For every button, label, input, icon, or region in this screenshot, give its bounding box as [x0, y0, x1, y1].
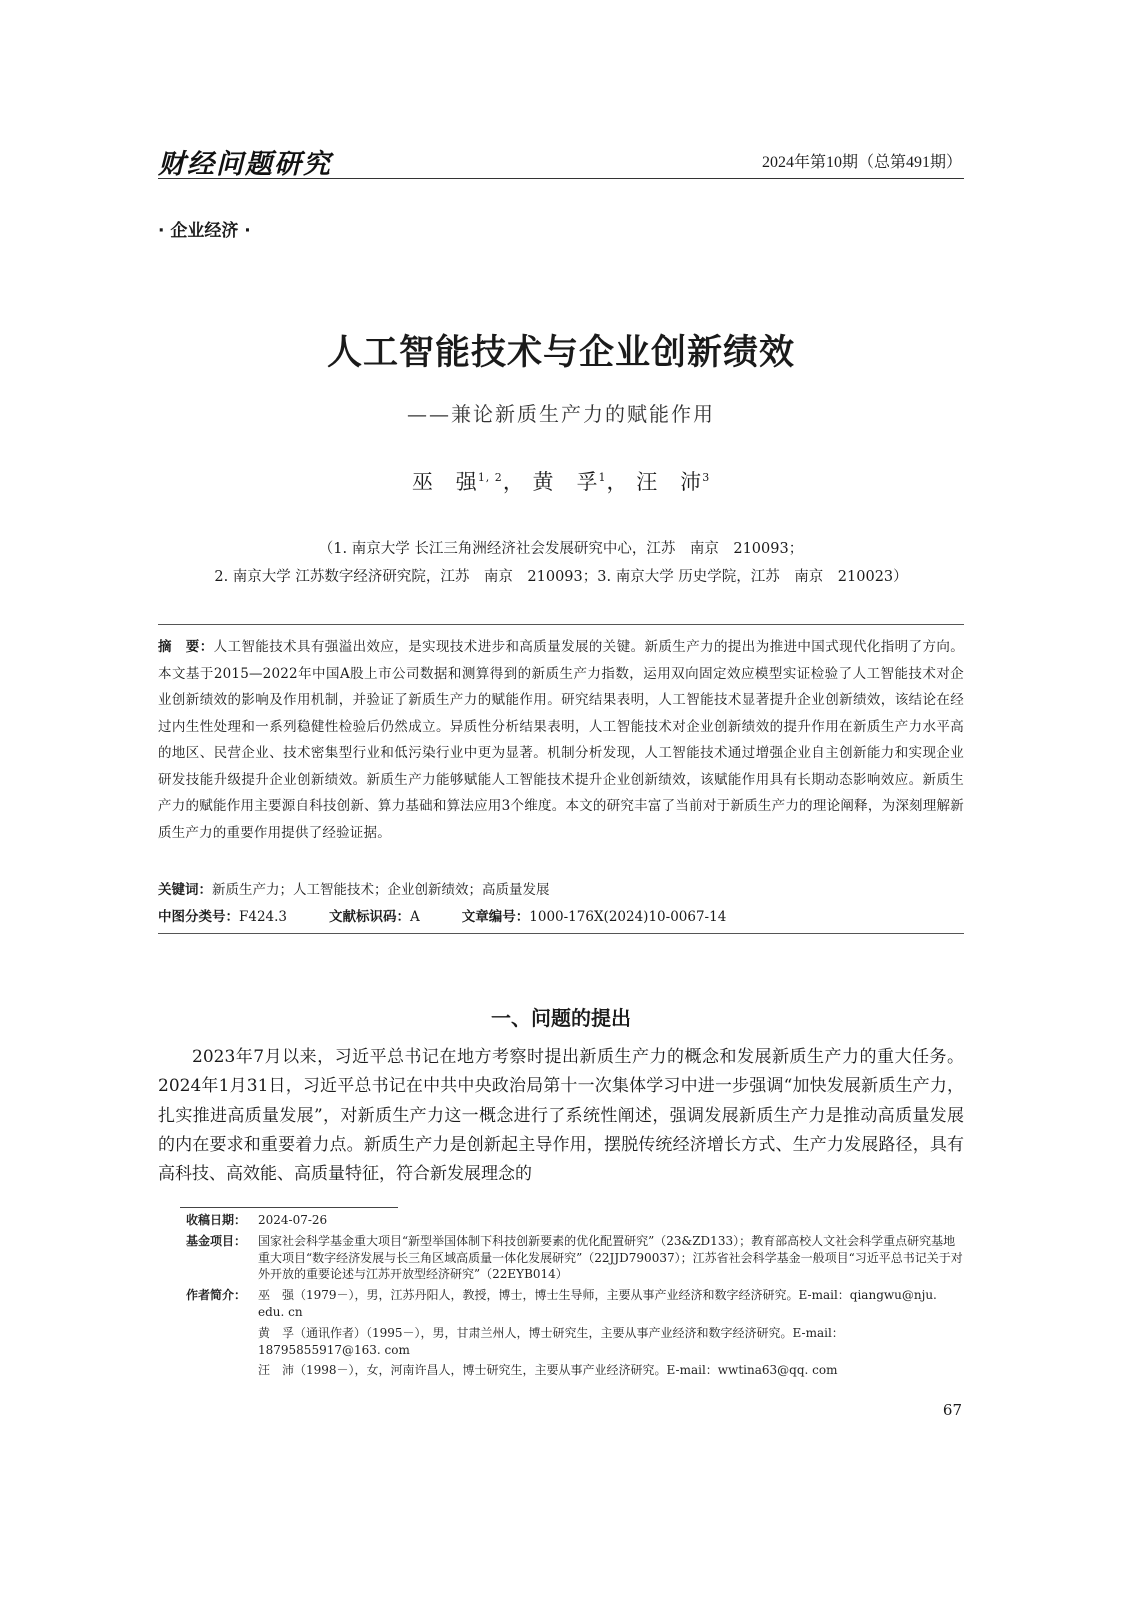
abstract-top-rule [158, 624, 964, 625]
column-tag: · 企业经济 · [158, 221, 251, 241]
fund-text: 国家社会科学基金重大项目“新型举国体制下科技创新要素的优化配置研究”（23&ZD133）；教育部高校人文社会科学重点研究基地重大项目“数字经济发展与长三角区域高质量一体化发展研究”（22JJD790037）；江苏省社会科学基金一般项目“习近平总书记关于对外开放的重要论述与江苏开放型经济研究”（22EYB014） [258, 1233, 963, 1282]
author-name: 巫 强 [411, 470, 478, 494]
author-bio: 巫 强（1979－），男，江苏丹阳人，教授，博士，博士生导师，主要从事产业经济和数字经济研究。E-mail：qiangwu@nju. edu. cn [258, 1288, 937, 1319]
page-number: 67 [942, 1401, 962, 1419]
footnotes [186, 1212, 964, 1383]
header-rule [158, 178, 964, 179]
fund-row [186, 1233, 964, 1287]
affiliation-line: 2. 南京大学 江苏数字经济研究院，江苏 南京 210093；3. 南京大学 历史学院，江苏 南京 210023） [214, 569, 908, 585]
doc-code-label: 文献标识码： [329, 909, 411, 925]
author-affil-mark: 3 [702, 471, 711, 484]
paper-title: 人工智能技术与企业创新绩效 [326, 333, 795, 373]
author-affil-mark: 1, 2 [477, 471, 503, 484]
author-name: 汪 沛 [636, 470, 703, 494]
author-bio-row [186, 1287, 964, 1383]
keywords [158, 878, 964, 898]
clc-value: F424.3 [239, 909, 288, 925]
author-bio: 汪 沛（1998－），女，河南许昌人，博士研究生，主要从事产业经济研究。E-mail：wwtina63@qq. com [258, 1363, 838, 1378]
journal-logo: 财经问题研究 [158, 149, 332, 180]
abstract-text: 人工智能技术具有强溢出效应，是实现技术进步和高质量发展的关键。新质生产力的提出为推进中国式现代化指明了方向。本文基于2015—2022年中国A股上市公司数据和测算得到的新质生产力指数，运用双向固定效应模型实证检验了人工智能技术对企业创新绩效的影响及作用机制，并验证了新质生产力的赋能作用。研究结果表明，人工智能技术显著提升企业创新绩效，该结论在经过内生性处理和一系列稳健性检验后仍然成立。异质性分析结果表明，人工智能技术对企业创新绩效的提升作用在新质生产力水平高的地区、民营企业、技术密集型行业和低污染行业中更为显著。机制分析发现，人工智能技术通过增强企业自主创新能力和实现企业研发技能升级提升企业创新绩效。新质生产力能够赋能人工智能技术提升企业创新绩效，该赋能作用具有长期动态影响效应。新质生产力的赋能作用主要源自科技创新、算力基础和算法应用3个维度。本文的研究丰富了当前对于新质生产力的理论阐释，为深刻理解新质生产力的重要作用提供了经验证据。 [158, 639, 964, 841]
doc-code-value: A [410, 909, 420, 925]
issue-info: 2024年第10期（总第491期） [761, 154, 962, 171]
abstract-bottom-rule [158, 933, 964, 934]
author-separator: ， [502, 470, 525, 494]
body-paragraph: 2023年7月以来，习近平总书记在地方考察时提出新质生产力的概念和发展新质生产力的重大任务。2024年1月31日，习近平总书记在中共中央政治局第十一次集体学习中进一步强调“加快发展新质生产力，扎实推进高质量发展”，对新质生产力这一概念进行了系统性阐述，强调发展新质生产力是推动高质量发展的内在要求和重要着力点。新质生产力是创新起主导作用，摆脱传统经济增长方式、生产力发展路径，具有高科技、高效能、高质量特征，符合新发展理念的 [158, 1047, 964, 1185]
footnote-rule [180, 1207, 398, 1208]
paper-subtitle: ——兼论新质生产力的赋能作用 [407, 402, 715, 426]
author-affil-mark: 1 [598, 471, 607, 484]
article-number-value: 1000-176X(2024)10-0067-14 [529, 909, 727, 925]
author-bio: 黄 孚（通讯作者）（1995－），男，甘肃兰州人，博士研究生，主要从事产业经济和数字经济研究。E-mail：18795855917@163. com [258, 1325, 844, 1357]
body-text [158, 1043, 964, 1189]
affiliation-line: （1. 南京大学 长江三角洲经济社会发展研究中心，江苏 南京 210093； [318, 541, 804, 557]
received-date-row [186, 1212, 964, 1233]
author-separator: ， [606, 470, 629, 494]
clc-label: 中图分类号： [158, 909, 239, 925]
abstract-label: 摘 要： [158, 639, 214, 655]
received-date: 2024-07-26 [258, 1213, 328, 1227]
classification-row [158, 905, 964, 925]
author-name: 黄 孚 [532, 470, 599, 494]
author-list [158, 466, 964, 496]
fund-label: 基金项目： [186, 1233, 247, 1248]
author-bio-label: 作者简介： [186, 1288, 247, 1303]
keywords-label: 关键词： [158, 882, 212, 898]
received-label: 收稿日期： [186, 1213, 247, 1227]
keywords-text: 新质生产力；人工智能技术；企业创新绩效；高质量发展 [212, 882, 550, 898]
section-heading: 一、问题的提出 [491, 1006, 631, 1030]
article-number-label: 文章编号： [461, 909, 530, 925]
abstract [158, 634, 964, 846]
